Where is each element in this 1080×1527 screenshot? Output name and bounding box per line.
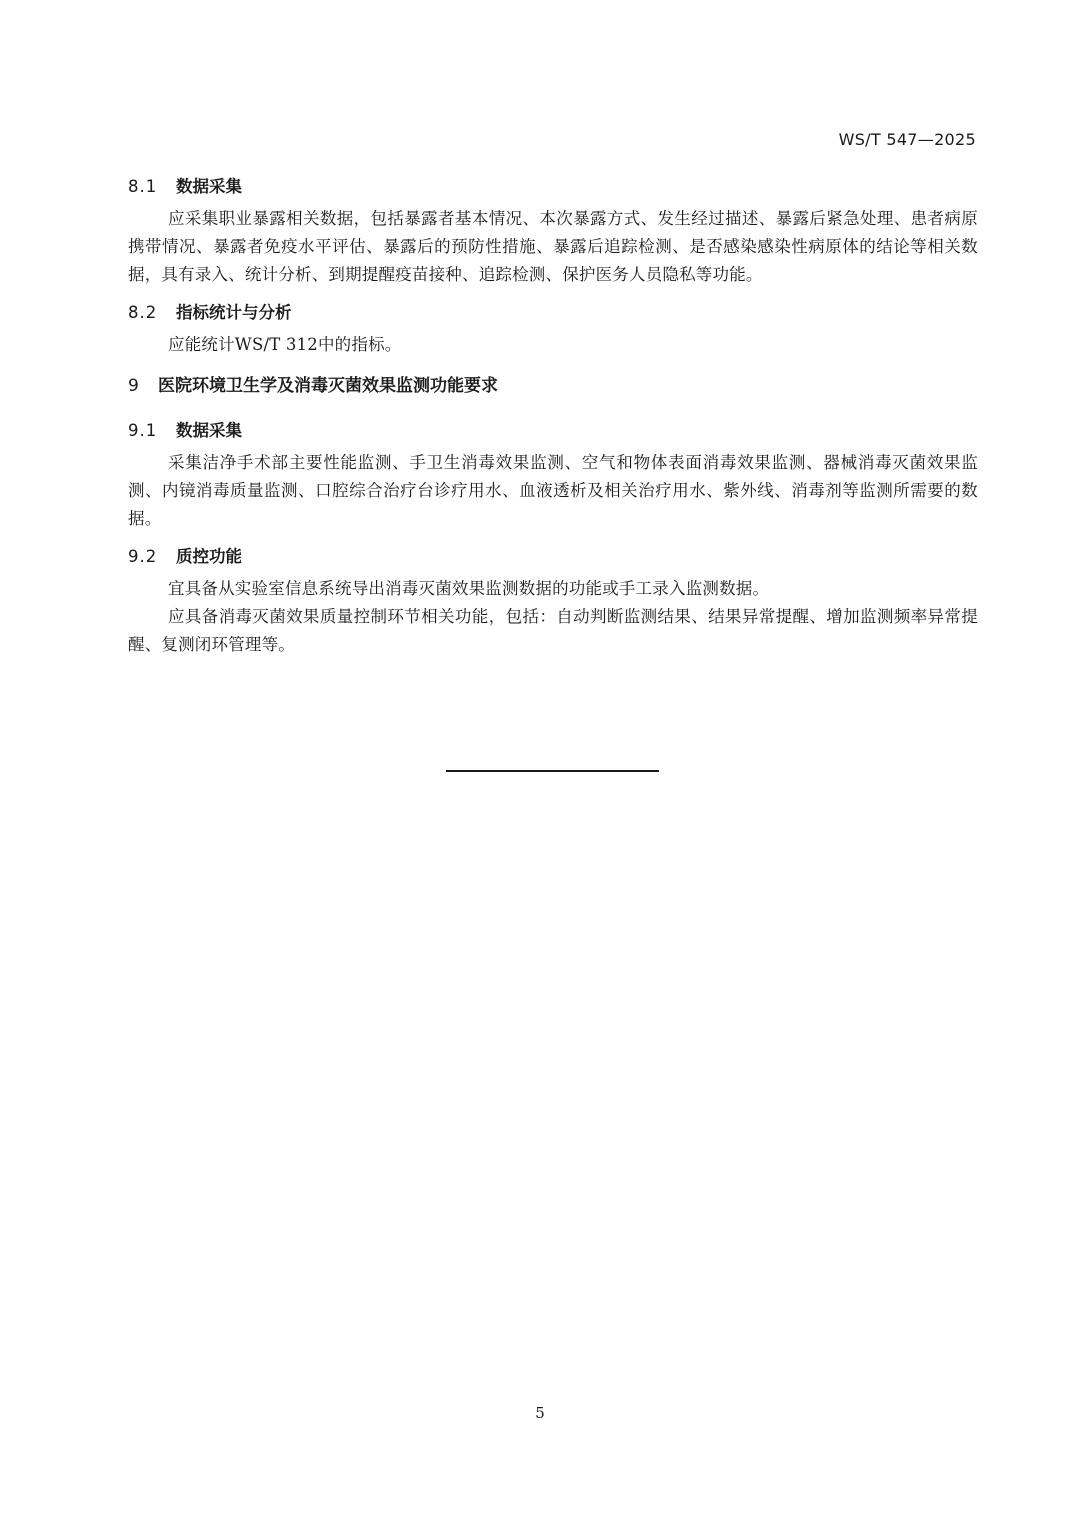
- section-body-9-2-para-1: 宜具备从实验室信息系统导出消毒灭菌效果监测数据的功能或手工录入监测数据。: [168, 579, 770, 598]
- section-title: 指标统计与分析: [176, 303, 292, 322]
- chapter-heading-9: [128, 373, 978, 399]
- section-number: 8.1: [128, 177, 158, 196]
- page-number: 5: [535, 1404, 545, 1422]
- end-rule: [446, 770, 659, 772]
- section-body-8-1: 应采集职业暴露相关数据，包括暴露者基本情况、本次暴露方式、发生经过描述、暴露后紧急处理、患者病原携带情况、暴露者免疫水平评估、暴露后的预防性措施、暴露后追踪检测、是否感染感染性病原体的结论等相关数据，具有录入、统计分析、到期提醒疫苗接种、追踪检测、保护医务人员隐私等功能。: [128, 209, 978, 284]
- section-heading-9-2: [128, 545, 978, 569]
- section-title: 数据采集: [176, 421, 242, 440]
- chapter-number: 9: [128, 376, 140, 396]
- section-heading-8-2: [128, 301, 978, 325]
- section-heading-9-1: [128, 419, 978, 443]
- section-body-9-1: 采集洁净手术部主要性能监测、手卫生消毒效果监测、空气和物体表面消毒效果监测、器械消毒灭菌效果监测、内镜消毒质量监测、口腔综合治疗台诊疗用水、血液透析及相关治疗用水、紫外线、消毒剂等监测所需要的数据。: [128, 453, 978, 528]
- section-number: 9.1: [128, 421, 158, 440]
- section-number: 9.2: [128, 547, 158, 566]
- section-number: 8.2: [128, 303, 158, 322]
- section-body-8-2: 应能统计WS/T 312中的指标。: [168, 335, 402, 354]
- section-title: 数据采集: [176, 177, 242, 196]
- document-code: WS/T 547—2025: [838, 130, 976, 149]
- section-body-9-2-para-2: 应具备消毒灭菌效果质量控制环节相关功能，包括：自动判断监测结果、结果异常提醒、增加监测频率异常提醒、复测闭环管理等。: [128, 607, 978, 654]
- section-title: 质控功能: [176, 547, 242, 566]
- document-body: [128, 175, 978, 667]
- section-heading-8-1: [128, 175, 978, 199]
- chapter-title: 医院环境卫生学及消毒灭菌效果监测功能要求: [158, 376, 498, 396]
